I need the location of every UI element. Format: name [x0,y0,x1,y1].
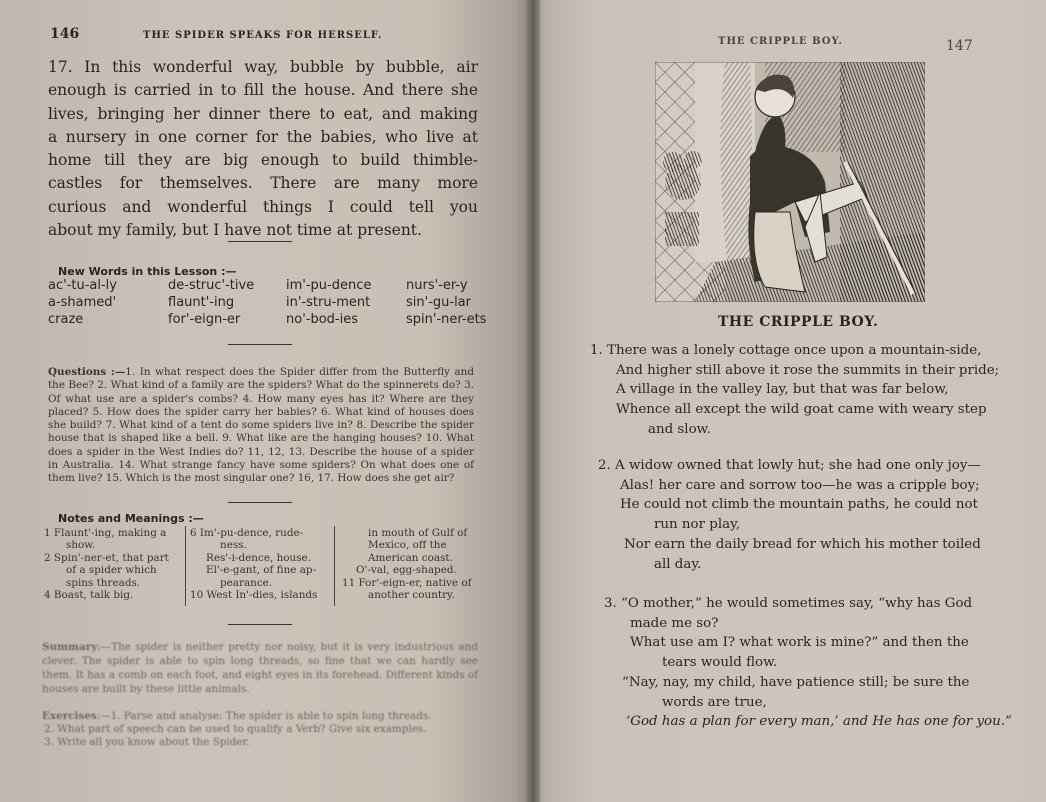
note-line: 10 West In'-dies, islands [190,589,318,602]
exercise-line: 2. What part of speech can be used to qualify a Verb? Give six examples. [44,723,427,735]
running-head-left: THE SPIDER SPEAKS FOR HERSELF. [143,30,383,41]
poem-title: THE CRIPPLE BOY. [718,314,879,330]
book-gutter [526,0,540,802]
note-line: Res'-i-dence, house. [206,551,311,564]
cripple-boy-engraving-icon [655,62,925,302]
note-line: 2 Spin'-ner-et, that part [44,551,169,564]
note-line: show. [66,539,96,552]
new-word: im'-pu-dence [286,278,372,293]
note-line: American coast. [368,551,453,564]
note-line: spins threads. [66,576,141,589]
new-word: in'-stru-ment [286,295,371,310]
paragraph-line: a nursery in one corner for the babies, who live at [48,127,478,146]
notes-heading: Notes and Meanings :— [58,512,204,525]
new-word: craze [48,312,84,327]
new-word: nurs'-er-y [406,278,468,293]
verse-line: 2. A widow owned that lowly hut; she had one only joy— [598,458,981,473]
verse-line: Alas! her care and sorrow too—he was a cripple boy; [620,477,980,493]
verse-line: And higher still above it rose the summits in their pride; [616,362,1000,378]
verse-line: 1. There was a lonely cottage once upon a mountain-side, [590,343,982,358]
note-line: ness. [220,539,247,552]
paragraph-line: castles for themselves. There are many more [48,174,478,193]
exercise-line: :—1. Parse and analyse: The spider is able to spin long threads. [96,710,432,722]
verse-line: “Nay, nay, my child, have patience still; be sure the [622,674,970,690]
new-word: a-shamed' [48,295,117,310]
notes-column-1 [44,527,182,601]
paragraph-line: about my family, but I have not time at present. [48,221,422,240]
paragraph-line: 17. In this wonderful way, bubble by bubble, air [48,58,478,76]
new-words-grid [48,278,488,328]
note-line: 6 Im'-pu-dence, rude- [190,527,304,539]
summary-label: Summary [42,641,98,653]
note-line: in mouth of Gulf of [368,527,468,539]
divider-rule [228,624,292,625]
new-word: spin'-ner-ets [406,312,487,327]
new-word: flaunt'-ing [168,295,235,310]
summary-block [42,640,478,696]
divider-rule [228,344,292,345]
stanza-1 [590,341,1040,440]
new-word: ac'-tu-al-ly [48,278,117,293]
questions-block [48,366,474,486]
verse-line: A village in the valley lay, but that was far below, [616,382,949,398]
page-number-left: 146 [50,26,80,42]
questions-label: Questions :— [48,366,126,378]
divider-rule [228,502,292,503]
stanza-2 [590,456,1040,574]
new-word: sin'-gu-lar [406,295,471,310]
verse-line: run nor play, [654,517,741,533]
paragraph-line: lives, bringing her dinner there to eat, and making [48,104,478,123]
verse-line: 3. “O mother,” he would sometimes say, “why has God [604,596,973,611]
paragraph-line: curious and wonderful things I could tell you [48,197,478,216]
new-word: no'-bod-ies [286,312,358,327]
verse-line: He could not climb the mountain paths, he could not [620,497,978,513]
verse-line: ‘God has a plan for every man,’ and He has one for you.” [626,714,1012,730]
note-line: another country. [368,589,455,602]
exercises-block [42,710,478,749]
note-line: O'-val, egg-shaped. [356,564,457,577]
verse-line: words are true, [662,694,767,710]
divider-rule [228,241,292,242]
summary-text: :—The spider is neither pretty nor noisy, but it is very industrious and clever. The spider is able to spin long threads, so fine that we can hardly see them. It has a comb on each foot, and eight eyes in its forehead. Different kinds of houses are built by these little animals. [42,641,478,695]
verse-line: Whence all except the wild goat came with weary step [616,402,987,418]
notes-column-2 [190,527,330,601]
verse-line: Nor earn the daily bread for which his mother toiled [624,536,981,552]
note-line: 4 Boast, talk big. [44,589,134,602]
page-number-right: 147 [946,38,973,54]
verse-line: tears would flow. [662,655,778,671]
verse-line: What use am I? what work is mine?” and then the [630,635,969,651]
stanza-3 [590,594,1040,732]
note-line: 11 For'-eign-er, native of [342,576,472,589]
note-line: of a spider which [66,564,157,577]
new-word: de-struc'-tive [168,278,255,293]
paragraph-17 [48,56,478,242]
questions-text: 1. In what respect does the Spider differ from the Butterfly and the Bee? 2. What kind of a family are the spiders? What do the spinnerets do? 3. Of what use are a spider's combs? 4. How many eyes has it? Where are they placed? 5. How does the spider carry her babies? 6. What kind of houses does she build? 7. What kind of a tent do some spiders live in? 8. Describe the spider house that is shaped like a bell. 9. What like are the hanging houses? 10. What does a spider in the West Indies do? 11, 12, 13. Describe the house of a spider in Australia. 14. What strange fancy have some spiders? On what does one of them live? 15. Which is the most singular one? 16, 17. How does she get air? [48,366,474,485]
exercises-label: Exercises [42,710,97,722]
new-word: for'-eign-er [168,312,241,327]
notes-column-3 [342,527,482,601]
paragraph-line: enough is carried in to fill the house. And there she [48,81,478,100]
running-head-right: THE CRIPPLE BOY. [718,36,843,47]
verse-line: and slow. [648,421,711,437]
paragraph-line: home till they are big enough to build thimble- [48,151,478,170]
exercise-line: 3. Write all you know about the Spider. [44,736,250,748]
note-line: pearance. [220,576,273,589]
notes-column-divider [334,526,335,606]
notes-column-divider [185,526,186,606]
verse-line: made me so? [630,615,719,631]
note-line: Mexico, off the [368,539,447,552]
verse-line: all day. [654,556,702,572]
note-line: El'-e-gant, of fine ap- [206,564,317,577]
note-line: 1 Flaunt'-ing, making a [44,527,167,539]
new-words-heading: New Words in this Lesson :— [58,265,237,278]
